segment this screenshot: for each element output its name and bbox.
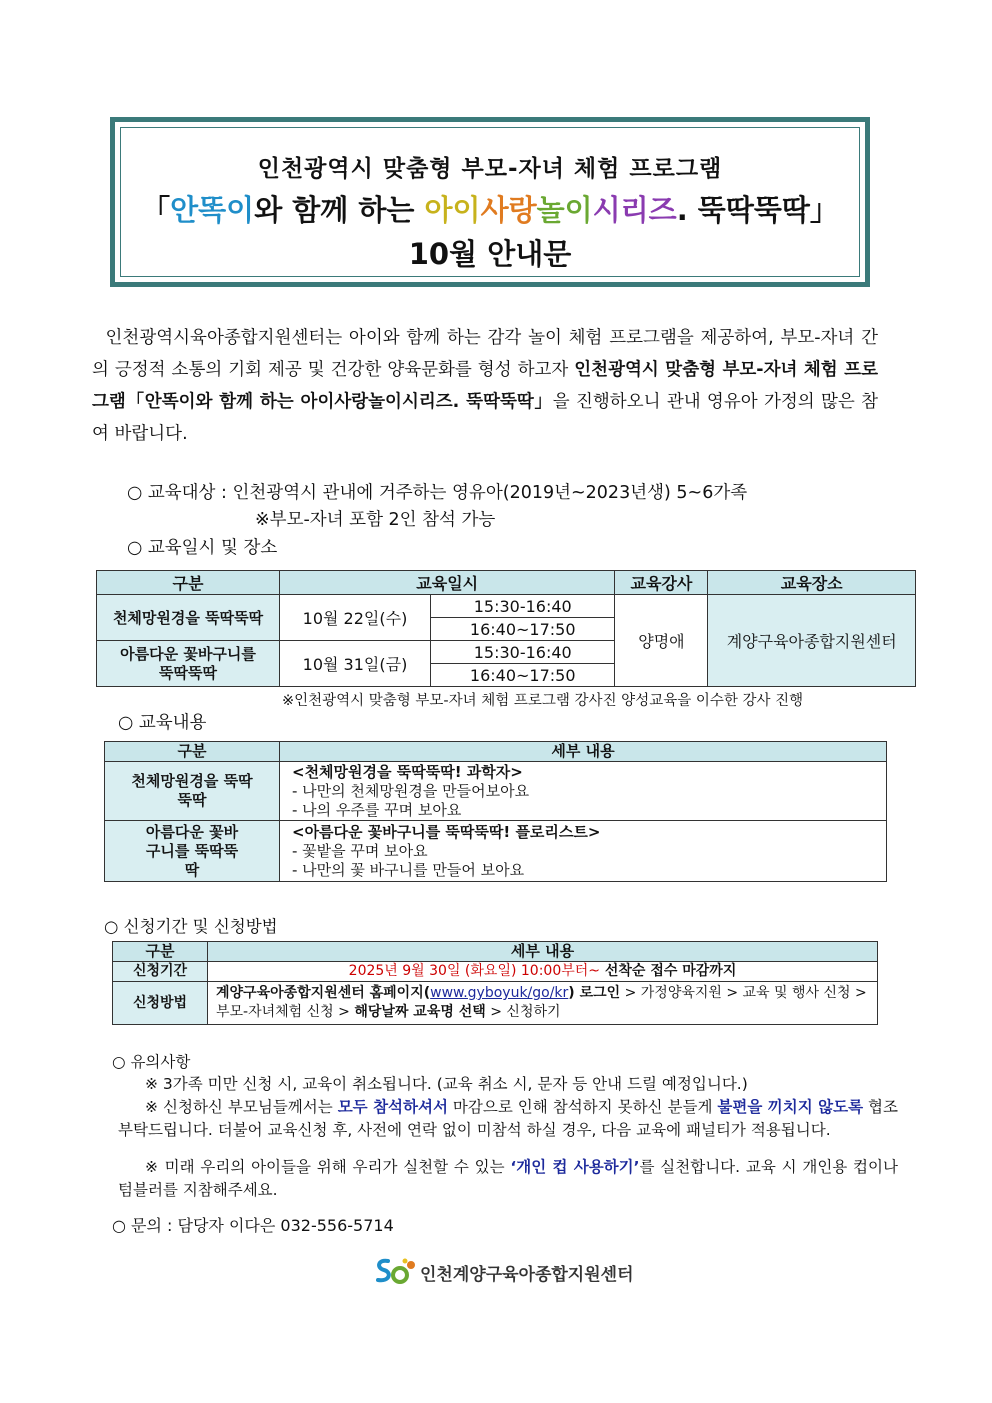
sched-row2-name: 아름다운 꽃바구니를 뚝딱뚝딱 (97, 641, 280, 687)
notes-heading: ○ 유의사항 (112, 1053, 191, 1071)
sched-place: 계양구육아종합지원센터 (708, 595, 916, 687)
apply-period (208, 962, 878, 982)
intro-text: 인천광역시육아종합지원센터는 아이와 함께 하는 감각 놀이 체험 프로그램을 제공하여, 부모-자녀 간의 긍정적 소통의 기회 제공 및 건강한 양육문화를 형성 하고자 (92, 328, 878, 380)
note-2 (118, 1096, 898, 1142)
apply-method-login: ) 로그인 (568, 985, 621, 1001)
content-row1-detail (280, 762, 887, 821)
title-ai: 아이 (424, 193, 481, 227)
sched-header-instructor: 교육강사 (615, 571, 708, 595)
apply-method-submit: > 신청하기 (485, 1004, 561, 1020)
schedule-note: ※인천광역시 맞춤형 부모-자녀 체험 프로그램 강사진 양성교육을 이수한 강사 진행 (282, 693, 804, 709)
title-sarang: 사랑 (480, 193, 537, 227)
title-bracket: 「 (141, 193, 171, 227)
apply-method (208, 982, 878, 1025)
apply-period-label: 신청기간 (113, 962, 208, 982)
target-sub: ※부모-자녀 포함 2인 참석 가능 (255, 510, 496, 530)
content-header-detail: 세부 내용 (280, 742, 887, 762)
content-row1-item2: - 나의 우주를 꾸며 보아요 (292, 800, 462, 819)
content-row2-name: 아름다운 꽃바구니를 뚝딱뚝딱 (105, 821, 280, 882)
note-2-emph1: 모두 참석하셔서 (337, 1098, 448, 1116)
title-nori: 놀이 (536, 193, 593, 227)
apply-header-detail: 세부 내용 (208, 942, 878, 962)
intro-program-name: 인천광역시 맞춤형 부모-자녀 체험 프로그램「안똑이와 함께 하는 아이사랑놀이시리즈. 뚝딱뚝딱」 (92, 360, 878, 412)
sched-row2-time2: 16:40~17:50 (431, 664, 615, 687)
apply-method-select: 해당날짜 교육명 선택 (354, 1004, 486, 1020)
content-row2-item2: - 나만의 꽃 바구니를 만들어 보아요 (292, 860, 525, 879)
title-line1: 인천광역시 맞춤형 부모-자녀 체험 프로그램 (257, 156, 723, 182)
apply-method-link[interactable]: www.gyboyuk/go/kr (430, 985, 569, 1001)
schedule-heading: ○ 교육일시 및 장소 (127, 538, 278, 558)
intro-text-end: 을 진행하오니 관내 영유아 가정의 많은 참여 바랍니다. (92, 392, 878, 444)
content-table (104, 741, 887, 882)
title-with: 와 함께 하는 (254, 193, 425, 227)
contact-line: ○ 문의 : 담당자 이다은 032-556-5714 (112, 1216, 394, 1235)
content-header-category: 구분 (105, 742, 280, 762)
title-ttukttak: . 뚝딱뚝딱」 (676, 193, 839, 227)
sched-instructor: 양명애 (615, 595, 708, 687)
apply-method-path: > 가정양육지원 > 교육 및 행사 신청 > 부모-자녀체험 신청 > (216, 985, 867, 1020)
note-2e: 협조 부탁드립니다. 더불어 교육신청 후, 사전에 연락 없이 미참석 하실 경우, 다음 교육에 패널티가 적용됩니다. (118, 1098, 898, 1139)
note-1: ※ 3가족 미만 신청 시, 교육이 취소됩니다. (교육 취소 시, 문자 등 안내 드릴 예정입니다.) (145, 1075, 748, 1093)
content-row1-item1: - 나만의 천체망원경을 만들어보아요 (292, 781, 530, 800)
center-logo (374, 1256, 634, 1286)
schedule-table (96, 570, 916, 687)
title-line3: 10월 안내문 (408, 237, 572, 271)
content-row2-item1: - 꽃밭을 꾸며 보아요 (292, 841, 428, 860)
title-box (110, 117, 870, 287)
content-row1-name: 천체망원경을 뚝딱뚝딱 (105, 762, 280, 821)
sched-header-category: 구분 (97, 571, 280, 595)
content-row2-detail (280, 821, 887, 882)
content-heading: ○ 교육내용 (118, 713, 207, 733)
apply-heading: ○ 신청기간 및 신청방법 (104, 917, 278, 936)
apply-period-date: 2025년 9월 30일 (화요일) 10:00부터~ (348, 963, 600, 979)
note-3 (118, 1156, 898, 1202)
sched-row1-time2: 16:40~17:50 (431, 618, 615, 641)
center-logo-text: 인천계양구육아종합지원센터 (420, 1265, 634, 1285)
intro-paragraph (92, 322, 878, 450)
sched-row2-time1: 15:30-16:40 (431, 641, 615, 664)
sched-header-place: 교육장소 (708, 571, 916, 595)
title-line2 (115, 188, 865, 229)
sched-row1-date: 10월 22일(수) (280, 595, 431, 641)
content-row2-title: <아름다운 꽃바구니를 뚝딱뚝딱! 플로리스트> (292, 822, 601, 841)
apply-header-category: 구분 (113, 942, 208, 962)
note-3c: 를 실천합니다. 교육 시 개인용 컵이나 텀블러를 지참해주세요. (118, 1158, 898, 1199)
sched-row1-time1: 15:30-16:40 (431, 595, 615, 618)
note-3-emph: ‘개인 컵 사용하기’ (510, 1158, 640, 1176)
note-2c: 마감으로 인해 참석하지 못하신 분들게 (447, 1098, 718, 1116)
sched-header-date: 교육일시 (280, 571, 615, 595)
title-series: 시리즈 (592, 193, 677, 227)
note-2a: ※ 신청하신 부모님들께서는 (145, 1098, 338, 1116)
apply-table (112, 941, 878, 1025)
content-row1-title: <천체망원경을 뚝딱뚝딱! 과학자> (292, 762, 523, 781)
sched-row1-name: 천체망원경을 뚝딱뚝딱 (97, 595, 280, 641)
target-line: ○ 교육대상 : 인천광역시 관내에 거주하는 영유아(2019년~2023년생) 5~6가족 (127, 483, 748, 503)
note-3a: ※ 미래 우리의 아이들을 위해 우리가 실천할 수 있는 (145, 1158, 511, 1176)
note-2-emph2: 불편을 끼치지 않도록 (717, 1098, 864, 1116)
apply-period-rest: 선착순 접수 마감까지 (600, 963, 737, 979)
center-logo-icon (374, 1256, 418, 1286)
apply-method-site: 계양구육아종합지원센터 홈페이지( (216, 985, 431, 1001)
apply-method-label: 신청방법 (113, 982, 208, 1025)
title-mascot-name: 안똑이 (170, 193, 255, 227)
sched-row2-date: 10월 31일(금) (280, 641, 431, 687)
